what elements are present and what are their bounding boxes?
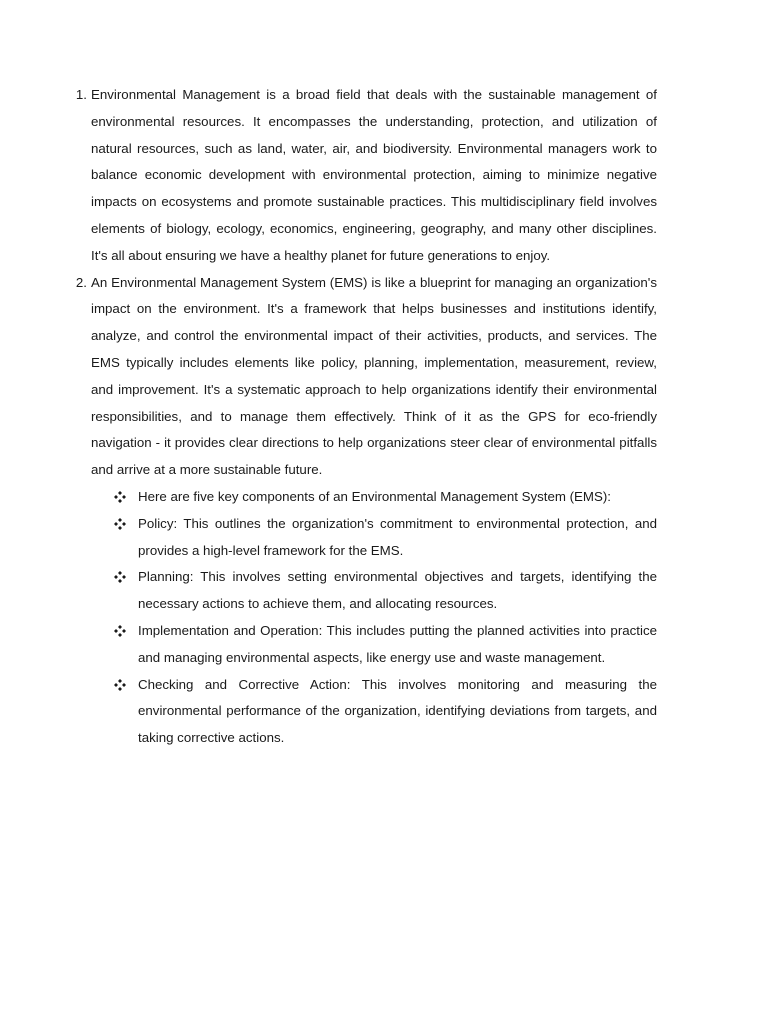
list-item-number: 2. — [75, 274, 87, 290]
bullet-item — [138, 672, 657, 752]
bullet-text: Planning: This involves setting environmental objectives and targets, identifying the necessary actions to achieve them, and allocating resources. — [138, 569, 657, 612]
bullet-item — [138, 618, 657, 672]
bullet-item — [138, 511, 657, 565]
four-diamond-bullet-icon — [114, 571, 126, 583]
bullet-list — [138, 484, 657, 752]
list-item-1 — [75, 82, 657, 270]
four-diamond-bullet-icon — [114, 518, 126, 530]
bullet-item — [138, 484, 657, 511]
four-diamond-bullet-icon — [114, 679, 126, 691]
list-item-text: An Environmental Management System (EMS) is like a blueprint for managing an organization's impact on the environment. It's a framework that helps businesses and institutions identify, analyze, and control the environmental impact of their activities, products, and services. The EMS typically includes elements like policy, planning, implementation, measurement, review, and improvement. It's a systematic approach to help organizations identify their environmental responsibilities, and to manage them effectively. Think of it as the GPS for eco-friendly navigation - it provides clear directions to help organizations steer clear of environmental pitfalls and arrive at a more sustainable future. — [91, 274, 657, 478]
numbered-list — [75, 82, 657, 752]
list-item-text: Environmental Management is a broad field that deals with the sustainable management of environmental resources. It encompasses the understanding, protection, and utilization of natural resources, such as land, water, air, and biodiversity. Environmental managers work to balance economic development with environmental protection, aiming to minimize negative impacts on ecosystems and promote sustainable practices. This multidisciplinary field involves elements of biology, ecology, economics, engineering, geography, and many other disciplines. It's all about ensuring we have a healthy planet for future generations to enjoy. — [91, 87, 657, 263]
bullet-text: Implementation and Operation: This includes putting the planned activities into practice and managing environmental aspects, like energy use and waste management. — [138, 622, 657, 665]
bullet-item — [138, 564, 657, 618]
bullet-text: Checking and Corrective Action: This involves monitoring and measuring the environmental performance of the organization, identifying deviations from targets, and taking corrective actions. — [138, 676, 657, 746]
bullet-text: Policy: This outlines the organization's commitment to environmental protection, and provides a high-level framework for the EMS. — [138, 515, 657, 558]
four-diamond-bullet-icon — [114, 625, 126, 637]
list-item-number: 1. — [75, 87, 87, 102]
list-item-2 — [75, 270, 657, 752]
four-diamond-bullet-icon — [114, 491, 126, 503]
bullet-text: Here are five key components of an Environmental Management System (EMS): — [138, 488, 611, 504]
